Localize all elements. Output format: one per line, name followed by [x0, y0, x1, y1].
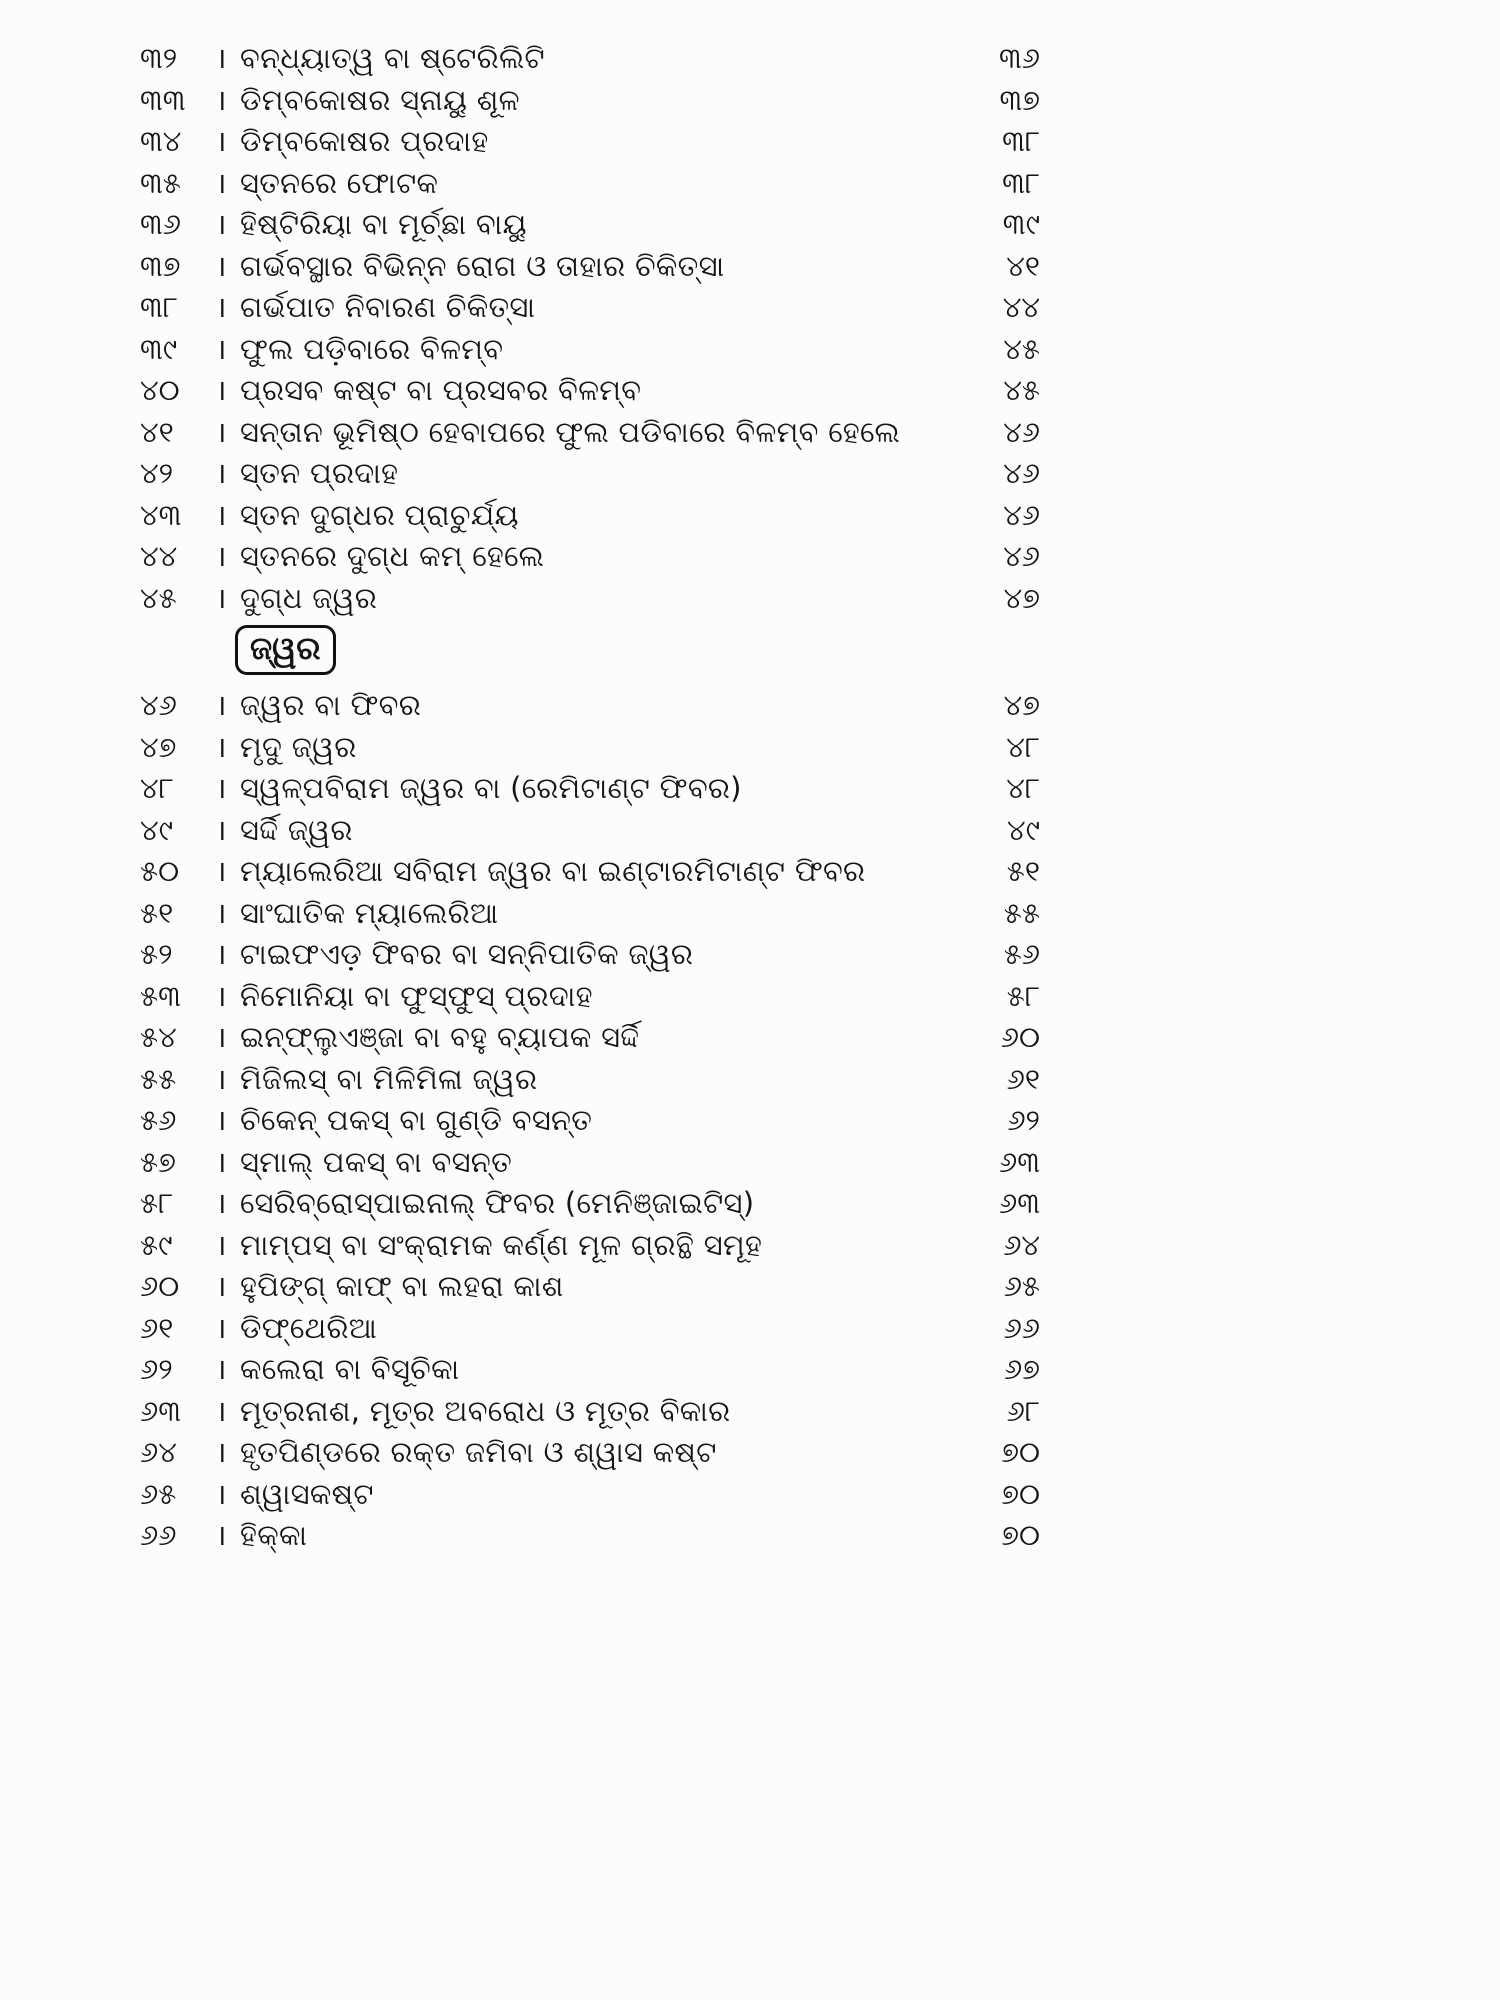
entry-number: ୬୫ — [140, 1476, 177, 1511]
danda-separator: । — [215, 1435, 227, 1469]
danda-separator: । — [215, 1310, 227, 1345]
entry-page: ୫୧ — [1006, 854, 1040, 888]
entry-page: ୭୦ — [1001, 1518, 1040, 1552]
entry-title: ମାମ୍ପସ୍ ବା ସଂକ୍ରାମକ କର୍ଣ୍ଣ ମୂଳ ଗ୍ରନ୍ଥି ସମୂହ — [240, 1227, 763, 1262]
entry-page: ୪୭ — [1003, 580, 1040, 615]
entry-title: ମୃଦୁ ଜ୍ୱର — [240, 729, 357, 764]
danda-separator: । — [215, 1020, 227, 1054]
entry-title: ଟାଇଫଏଡ଼ ଫିବର ବା ସନ୍ନିପାତିକ ଜ୍ୱର — [240, 937, 694, 971]
entry-page: ୪୬ — [1003, 414, 1040, 449]
toc-row — [140, 536, 1040, 578]
entry-title: ପ୍ରସବ କଷ୍ଟ ବା ପ୍ରସବର ବିଳମ୍ବ — [240, 373, 642, 407]
danda-separator: । — [215, 456, 227, 490]
danda-separator: । — [215, 1476, 227, 1511]
entry-title: ସ୍ୱଳ୍ପବିରାମ ଜ୍ୱର ବା (ରେମିଟାଣ୍ଟ ଫିବର) — [240, 771, 742, 805]
danda-separator: । — [215, 771, 227, 805]
entry-title: ସାଂଘାତିକ ମ୍ୟାଲେରିଆ — [240, 895, 499, 930]
entry-title: ଫୁଲ ପଡ଼ିବାରେ ବିଳମ୍ବ — [240, 331, 504, 366]
entry-number: ୩୯ — [140, 331, 178, 366]
toc-row — [140, 976, 1040, 1018]
entry-number: ୬୨ — [140, 1352, 173, 1386]
entry-page: ୪୧ — [1006, 248, 1040, 283]
toc-row — [140, 370, 1040, 412]
entry-number: ୫୯ — [140, 1227, 173, 1262]
entry-number: ୫୦ — [140, 854, 180, 888]
toc-row — [140, 685, 1040, 727]
toc-row — [140, 80, 1040, 122]
danda-separator: । — [215, 248, 227, 283]
danda-separator: । — [215, 414, 227, 449]
entry-number: ୩୭ — [140, 248, 181, 283]
toc-row — [140, 1100, 1040, 1142]
toc-row — [140, 412, 1040, 454]
danda-separator: । — [215, 1269, 227, 1303]
danda-separator: । — [215, 373, 227, 407]
entry-page: ୭୦ — [1001, 1476, 1040, 1511]
entry-number: ୩୬ — [140, 207, 182, 241]
entry-number: ୩୮ — [140, 290, 178, 324]
entry-title: ଇନ୍‌ଫ୍ଲୁଏଞ୍ଜା ବା ବହୁ ବ୍ୟାପକ ସର୍ଦ୍ଦି — [240, 1020, 640, 1054]
danda-separator: । — [215, 539, 227, 573]
danda-separator: । — [215, 854, 227, 888]
toc-row — [140, 329, 1040, 371]
toc-row — [140, 38, 1040, 80]
toc-row — [140, 768, 1040, 810]
entry-number: ୫୮ — [140, 1186, 174, 1220]
entry-title: ଡିମ୍ବକୋଷର ସ୍ନାୟୁ ଶୂଳ — [240, 82, 520, 117]
entry-title: ଜ୍ୱର ବା ଫିବର — [240, 688, 422, 722]
entry-number: ୪୬ — [140, 688, 177, 722]
entry-number: ୪୮ — [140, 771, 174, 805]
danda-separator: । — [215, 497, 227, 532]
entry-page: ୫୬ — [1003, 937, 1040, 971]
entry-title: ଶ୍ୱାସକଷ୍ଟ — [240, 1476, 374, 1511]
scanned-book-page — [140, 38, 1040, 1557]
entry-page: ୬୩ — [998, 1144, 1040, 1179]
danda-separator: । — [215, 688, 227, 722]
entry-number: ୬୩ — [140, 1393, 182, 1428]
entry-page: ୪୬ — [1003, 497, 1040, 532]
entry-title: ଡିଫ୍‌ଥେରିଆ — [240, 1310, 378, 1345]
entry-number: ୪୪ — [140, 539, 178, 573]
entry-number: ୩୩ — [140, 82, 186, 117]
toc-list — [140, 38, 1040, 1557]
entry-title: ନିମୋନିୟା ବା ଫୁସ୍‌ଫୁସ୍ ପ୍ରଦାହ — [240, 978, 593, 1013]
toc-row — [140, 1349, 1040, 1391]
toc-row — [140, 810, 1040, 852]
entry-title: ମୂତ୍ରନାଶ, ମୂତ୍ର ଅବରୋଧ ଓ ମୂତ୍ର ବିକାର — [240, 1393, 731, 1428]
entry-page: ୪୮ — [1006, 771, 1040, 805]
entry-page: ୪୫ — [1003, 373, 1040, 407]
toc-row — [140, 1017, 1040, 1059]
entry-title: ଡିମ୍ବକୋଷର ପ୍ରଦାହ — [240, 124, 489, 158]
entry-page: ୬୨ — [1007, 1103, 1040, 1137]
toc-row — [140, 453, 1040, 495]
toc-row — [140, 851, 1040, 893]
entry-number: ୩୪ — [140, 124, 182, 158]
entry-number: ୬୪ — [140, 1435, 177, 1469]
toc-row — [140, 934, 1040, 976]
entry-number: ୪୭ — [140, 729, 177, 764]
danda-separator: । — [215, 1352, 227, 1386]
toc-row — [140, 578, 1040, 620]
entry-title: ମ୍ୟାଲେରିଆ ସବିରାମ ଜ୍ୱର ବା ଇଣ୍ଟାରମିଟାଣ୍ଟ ଫିବର — [240, 854, 866, 888]
toc-row — [140, 287, 1040, 329]
toc-row — [140, 1515, 1040, 1557]
entry-title: ସ୍ମାଲ୍ ପକସ୍ ବା ବସନ୍ତ — [240, 1144, 513, 1179]
entry-title: ବନ୍ଧ୍ୟାତ୍ୱ ବା ଷ୍ଟେରିଲିଟି — [240, 41, 545, 75]
entry-title: କଲେରା ବା ବିସୂଚିକା — [240, 1352, 460, 1386]
entry-number: ୬୦ — [140, 1269, 180, 1303]
toc-row — [140, 246, 1040, 288]
entry-number: ୪୧ — [140, 414, 174, 449]
toc-row — [140, 1142, 1040, 1184]
entry-page: ୩୯ — [1002, 207, 1040, 241]
entry-page: ୫୮ — [1006, 978, 1040, 1013]
entry-title: ସେରିବ୍ରୋସ୍ପାଇନାଲ୍ ଫିବର (ମେନିଞ୍ଜାଇଟିସ୍) — [240, 1186, 755, 1220]
toc-row — [140, 121, 1040, 163]
danda-separator: । — [215, 1061, 227, 1096]
entry-page: ୬୫ — [1003, 1269, 1040, 1303]
toc-row — [140, 727, 1040, 769]
entry-title: ସ୍ତନରେ ଫୋଟକ — [240, 165, 439, 200]
danda-separator: । — [215, 1227, 227, 1262]
entry-page: ୬୧ — [1006, 1061, 1040, 1096]
toc-row — [140, 1432, 1040, 1474]
entry-number: ୩୫ — [140, 165, 181, 200]
entry-page: ୪୬ — [1003, 539, 1040, 573]
entry-number: ୬୧ — [140, 1310, 174, 1345]
entry-title: ସ୍ତନ ଦୁଗ୍ଧର ପ୍ରାଚୁର୍ଯ୍ୟ — [240, 497, 519, 532]
entry-page: ୬୪ — [1003, 1227, 1040, 1262]
entry-number: ୪୯ — [140, 812, 174, 847]
entry-page: ୪୮ — [1006, 729, 1040, 764]
entry-number: ୫୬ — [140, 1103, 177, 1137]
entry-page: ୪୭ — [1003, 688, 1040, 722]
toc-row — [140, 1266, 1040, 1308]
entry-page: ୬୦ — [1000, 1020, 1040, 1054]
danda-separator: । — [215, 82, 227, 117]
entry-number: ୪୨ — [140, 456, 174, 490]
danda-separator: । — [215, 331, 227, 366]
entry-number: ୫୧ — [140, 895, 174, 930]
entry-title: ଦୁଗ୍ଧ ଜ୍ୱର — [240, 580, 378, 615]
danda-separator: । — [215, 729, 227, 764]
danda-separator: । — [215, 978, 227, 1013]
entry-number: ୩୨ — [140, 41, 178, 75]
entry-page: ୪୪ — [1002, 290, 1040, 324]
danda-separator: । — [215, 812, 227, 847]
entry-page: ୩୮ — [1002, 124, 1040, 158]
toc-row — [140, 204, 1040, 246]
danda-separator: । — [215, 207, 227, 241]
entry-page: ୪୯ — [1006, 812, 1040, 847]
danda-separator: । — [215, 41, 227, 75]
entry-number: ୫୫ — [140, 1061, 177, 1096]
entry-page: ୪୬ — [1003, 456, 1040, 490]
entry-number: ୫୭ — [140, 1144, 176, 1179]
entry-title: ସ୍ତନରେ ଦୁଗ୍ଧ କମ୍ ହେଲେ — [240, 539, 545, 573]
section-header-row — [140, 621, 1040, 679]
entry-title: ଗର୍ଭବସ୍ଥାର ବିଭିନ୍ନ ରୋଗ ଓ ତାହାର ଚିକିତ୍ସା — [240, 248, 725, 283]
entry-title: ମିଜିଲସ୍ ବା ମିଳିମିଳା ଜ୍ୱର — [240, 1061, 538, 1096]
entry-number: ୪୩ — [140, 497, 182, 532]
danda-separator: । — [215, 895, 227, 930]
entry-number: ୪୫ — [140, 580, 177, 615]
entry-page: ୫୫ — [1003, 895, 1040, 930]
entry-number: ୫୩ — [140, 978, 181, 1013]
toc-row — [140, 1183, 1040, 1225]
entry-title: ହୃତପିଣ୍ଡରେ ରକ୍ତ ଜମିବା ଓ ଶ୍ୱାସ କଷ୍ଟ — [240, 1435, 717, 1469]
entry-page: ୩୭ — [999, 82, 1040, 117]
toc-row — [140, 1308, 1040, 1350]
toc-row — [140, 893, 1040, 935]
toc-row — [140, 1391, 1040, 1433]
entry-page: ୬୬ — [1003, 1310, 1040, 1345]
toc-row — [140, 495, 1040, 537]
entry-page: ୭୦ — [1001, 1435, 1040, 1469]
entry-title: ଗର୍ଭପାତ ନିବାରଣ ଚିକିତ୍ସା — [240, 290, 536, 324]
entry-number: ୬୬ — [140, 1518, 177, 1552]
entry-title: ସ୍ତନ ପ୍ରଦାହ — [240, 456, 399, 490]
danda-separator: । — [215, 1518, 227, 1552]
entry-page: ୩୬ — [998, 41, 1040, 75]
entry-page: ୪୫ — [1003, 331, 1040, 366]
entry-page: ୩୮ — [1002, 165, 1040, 200]
entry-page: ୬୭ — [1004, 1352, 1040, 1386]
entry-title: ସନ୍ତାନ ଭୂମିଷ୍ଠ ହେବାପରେ ଫୁଲ ପଡିବାରେ ବିଳମ୍ବ ହେଲେ — [240, 414, 901, 449]
entry-title: ହିଷ୍ଟିରିୟା ବା ମୂର୍ଚ୍ଛା ବାୟୁ — [240, 207, 527, 241]
danda-separator: । — [215, 1186, 227, 1220]
danda-separator: । — [215, 1144, 227, 1179]
danda-separator: । — [215, 165, 227, 200]
danda-separator: । — [215, 290, 227, 324]
entry-title: ଚିକେନ୍ ପକସ୍ ବା ଗୁଣ୍ଡି ବସନ୍ତ — [240, 1103, 593, 1137]
section-header: ଜ୍ୱର — [235, 625, 336, 674]
danda-separator: । — [215, 1103, 227, 1137]
danda-separator: । — [215, 937, 227, 971]
toc-row — [140, 1225, 1040, 1267]
toc-row — [140, 1059, 1040, 1101]
entry-title: ସର୍ଦ୍ଦି ଜ୍ୱର — [240, 812, 353, 847]
toc-row — [140, 1474, 1040, 1516]
entry-page: ୬୮ — [1006, 1393, 1040, 1428]
danda-separator: । — [215, 580, 227, 615]
entry-number: ୫୨ — [140, 937, 173, 971]
toc-row — [140, 163, 1040, 205]
danda-separator: । — [215, 1393, 227, 1428]
entry-title: ହୁପିଙ୍ଗ୍ କାଫ୍ ବା ଲହରା କାଶ — [240, 1269, 564, 1303]
danda-separator: । — [215, 124, 227, 158]
entry-page: ୬୩ — [998, 1186, 1040, 1220]
entry-title: ହିକ୍କା — [240, 1518, 308, 1552]
entry-number: ୫୪ — [140, 1020, 177, 1054]
entry-number: ୪୦ — [140, 373, 180, 407]
